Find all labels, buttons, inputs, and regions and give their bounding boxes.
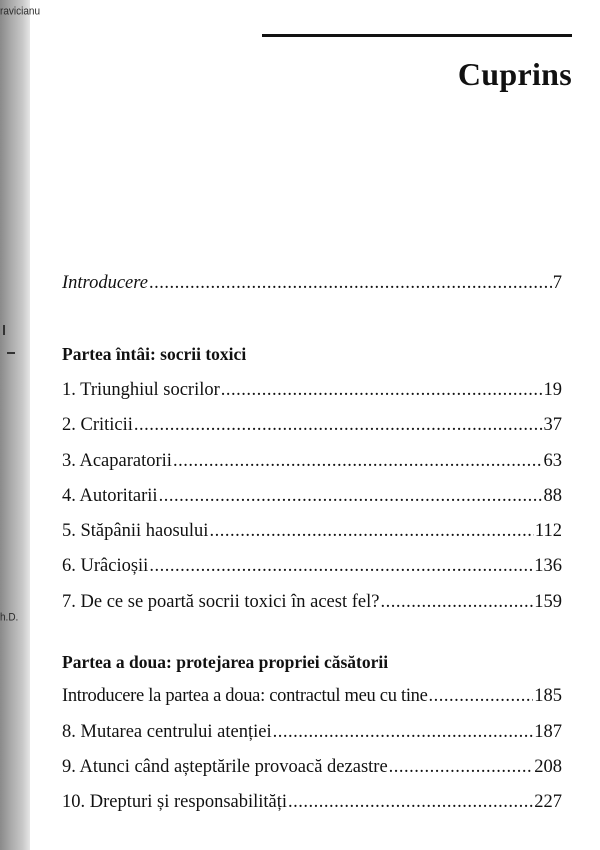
dot-leader — [209, 519, 533, 543]
dot-leader — [273, 720, 534, 744]
dot-leader — [380, 590, 533, 614]
dot-leader — [429, 684, 534, 708]
dot-leader — [389, 755, 534, 779]
toc-entry — [62, 484, 562, 508]
spine-text-fragment: h.D. — [0, 611, 19, 624]
toc-entry — [62, 378, 562, 402]
spine-mark — [7, 352, 15, 354]
section-heading-part-two: Partea a doua: protejarea propriei căsătorii — [62, 652, 389, 672]
toc-entry-page: 88 — [543, 486, 562, 506]
toc-entry-label: Introducere la partea a doua: contractul meu cu tine — [62, 686, 428, 706]
toc-entry — [62, 519, 562, 543]
toc-entry-page: 112 — [534, 521, 562, 541]
toc-entry — [62, 790, 562, 814]
dot-leader — [149, 271, 552, 295]
toc-entry — [62, 755, 562, 779]
toc-entry — [62, 720, 562, 744]
toc-page — [62, 0, 572, 850]
toc-entry-page: 208 — [534, 757, 562, 777]
dot-leader — [288, 790, 533, 814]
toc-entry-page: 37 — [543, 415, 562, 435]
toc-entry-page: 19 — [543, 380, 562, 400]
toc-entry-label: 2. Criticii — [62, 415, 133, 435]
toc-entry-page: 227 — [534, 792, 562, 812]
toc-entry-label: 5. Stăpânii haosului — [62, 521, 209, 541]
dot-leader — [221, 378, 543, 402]
toc-entry-page: 187 — [534, 722, 562, 742]
toc-entry-label: 6. Urâcioșii — [62, 556, 149, 576]
dot-leader — [149, 554, 533, 578]
toc-entry-label: 10. Drepturi și responsabilități — [62, 792, 288, 812]
section-heading-part-one: Partea întâi: socrii toxici — [62, 344, 247, 364]
toc-entry — [62, 684, 562, 708]
spine-mark — [3, 325, 5, 335]
book-spine-edge — [0, 0, 41, 850]
toc-entry-label: 4. Autoritarii — [62, 486, 158, 506]
dot-leader — [134, 413, 543, 437]
toc-entry-introduction — [62, 271, 562, 295]
dot-leader — [173, 449, 543, 473]
page-title: Cuprins — [457, 56, 572, 92]
toc-entry-label: 7. De ce se poartă socrii toxici în acest fel? — [62, 592, 380, 612]
toc-entry-page: 159 — [534, 592, 562, 612]
spine-text-fragment: ravicianu — [0, 5, 41, 18]
toc-entry-label: 8. Mutarea centrului atenției — [62, 722, 272, 742]
top-rule — [262, 34, 572, 37]
toc-entry-page: 185 — [534, 686, 562, 706]
toc-entry-label: Introducere — [62, 273, 148, 293]
toc-entry — [62, 413, 562, 437]
toc-entry — [62, 449, 562, 473]
toc-entry-page: 7 — [552, 273, 562, 293]
toc-entry-page: 136 — [534, 556, 562, 576]
toc-entry — [62, 590, 562, 614]
toc-entry-label: 1. Triunghiul socrilor — [62, 380, 220, 400]
toc-entry — [62, 554, 562, 578]
toc-entry-label: 3. Acaparatorii — [62, 451, 172, 471]
toc-entry-page: 63 — [543, 451, 562, 471]
toc-entry-label: 9. Atunci când așteptările provoacă dezastre — [62, 757, 388, 777]
dot-leader — [159, 484, 543, 508]
